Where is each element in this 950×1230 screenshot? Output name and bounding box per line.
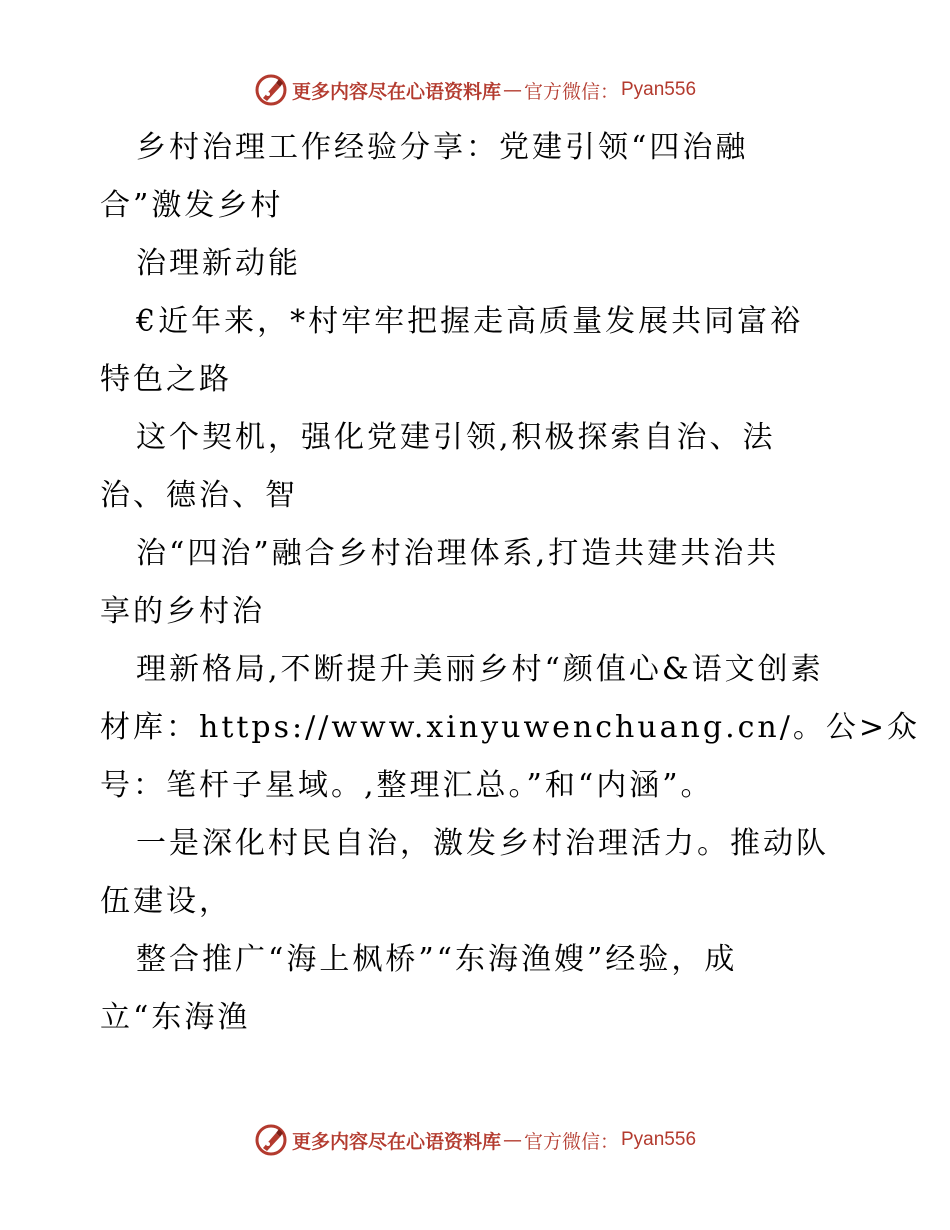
header-banner: [0, 70, 950, 110]
body-line: 伍建设，: [100, 884, 232, 919]
pen-logo-icon: [254, 73, 288, 107]
pen-logo-icon: [254, 1123, 288, 1157]
body-line: 特色之路: [100, 362, 232, 397]
banner-separator: —: [502, 79, 522, 101]
footer-banner: [0, 1120, 950, 1160]
banner-wechat-label: 官方微信：: [523, 1130, 619, 1153]
body-line: 治、德治、智: [100, 478, 298, 513]
banner-brand-text: 更多内容尽在心语资料库: [291, 80, 501, 103]
document-title-line-1: 乡村治理工作经验分享：党建引领“四治融: [136, 130, 749, 165]
body-line: 理新格局,不断提升美丽乡村“颜值心&语文创素: [136, 652, 824, 687]
body-line: €近年来，*村牢牢把握走高质量发展共同富裕: [136, 304, 804, 339]
banner-wechat-id: Pyan556: [621, 79, 697, 100]
banner-wechat-label: 官方微信：: [523, 80, 619, 103]
body-line: 治“四治”融合乡村治理体系,打造共建共治共: [136, 536, 780, 571]
banner-brand-text: 更多内容尽在心语资料库: [291, 1130, 501, 1153]
banner-separator: —: [502, 1129, 522, 1151]
document-title-line-3: 治理新动能: [136, 246, 301, 281]
banner-wechat-id: Pyan556: [621, 1129, 697, 1150]
body-line: 整合推广“海上枫桥”“东海渔嫂”经验，成: [136, 942, 738, 977]
body-line: 号：笔杆子星域。,整理汇总。”和“内涵”。: [100, 768, 714, 803]
body-line: 享的乡村治: [100, 594, 265, 629]
document-title-line-2: 合”激发乡村: [100, 188, 284, 223]
body-line: 材库：https://www.xinyuwenchuang.cn/。公>众: [100, 710, 920, 745]
body-line: 一是深化村民自治，激发乡村治理活力。推动队: [136, 826, 829, 861]
body-line: 这个契机，强化党建引领,积极探索自治、法: [136, 420, 776, 455]
body-line: 立“东海渔: [100, 1000, 251, 1035]
